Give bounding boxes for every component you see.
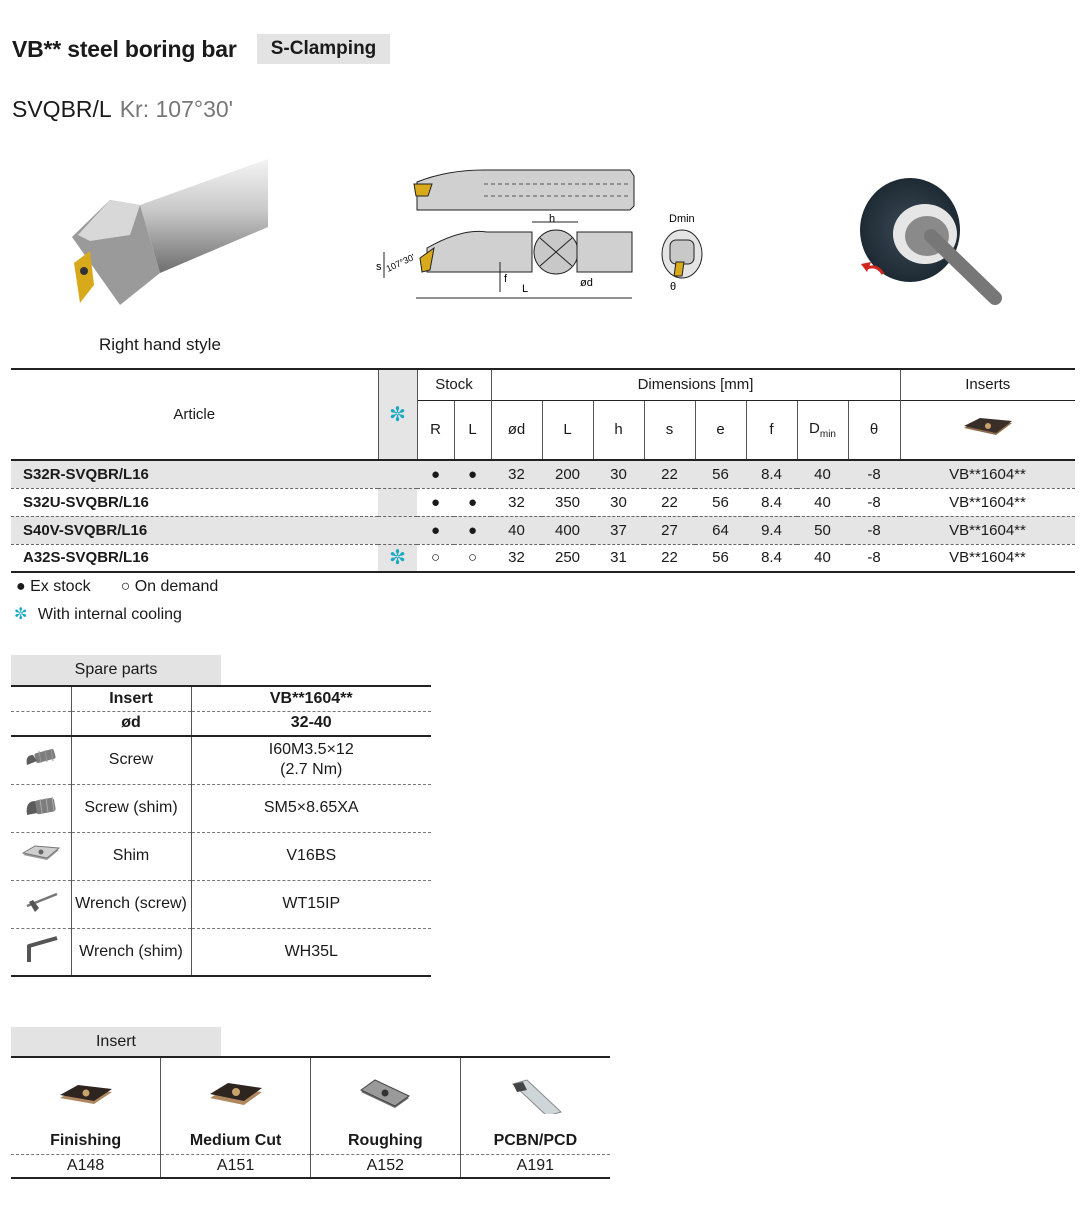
- page-ref: A191: [460, 1154, 610, 1178]
- od-value: 32: [491, 544, 542, 572]
- h-value: 37: [593, 516, 644, 544]
- theta-value: -8: [848, 544, 900, 572]
- label-h: h: [549, 213, 556, 225]
- label-angle: 107°30': [384, 251, 417, 274]
- stock-l: ●: [454, 460, 491, 488]
- e-value: 56: [695, 488, 746, 516]
- f-value: 8.4: [746, 488, 797, 516]
- screw-icon: [21, 743, 61, 773]
- h-value: 30: [593, 460, 644, 488]
- label-f: f: [504, 273, 508, 285]
- spare-header-row: [11, 686, 431, 711]
- article-code: A32S-SVQBR/L16: [11, 544, 378, 572]
- top-view: [414, 170, 634, 210]
- cooling-cell: [378, 516, 417, 544]
- h-value: 30: [593, 488, 644, 516]
- end-view: [662, 213, 702, 293]
- part-value: SM5×8.65XA: [191, 784, 431, 832]
- article-code: S32R-SVQBR/L16: [11, 460, 378, 488]
- theta-value: -8: [848, 516, 900, 544]
- col-od: ød: [491, 400, 542, 460]
- spare-part-row: [11, 784, 431, 832]
- part-name: Shim: [71, 832, 191, 880]
- cooling-icon: ✼: [389, 404, 406, 426]
- length-value: 200: [542, 460, 593, 488]
- legend-cooling: With internal cooling: [37, 606, 182, 623]
- e-value: 64: [695, 516, 746, 544]
- stock-r: ●: [417, 516, 454, 544]
- cooling-icon: ✼: [14, 606, 28, 623]
- insert-pcbn-pcd: PCBN/PCD: [460, 1057, 610, 1154]
- legend-ex-stock: ● Ex stock: [16, 578, 91, 595]
- od-value: 32-40: [191, 711, 431, 736]
- table-row: [11, 460, 1075, 488]
- label-theta: θ: [670, 281, 677, 293]
- part-value: V16BS: [191, 832, 431, 880]
- stock-l: ●: [454, 516, 491, 544]
- col-theta: θ: [848, 400, 900, 460]
- stock-l: ○: [454, 544, 491, 572]
- table-row: [11, 488, 1075, 516]
- insert-section-label: Insert: [11, 1027, 221, 1057]
- article-header: Article: [11, 369, 378, 460]
- spare-part-row: [11, 928, 431, 976]
- stock-l: ●: [454, 488, 491, 516]
- h-value: 31: [593, 544, 644, 572]
- application-photo: [855, 170, 1005, 305]
- roughing-insert-icon: [355, 1078, 415, 1114]
- insert-diamond-icon: [962, 417, 1014, 439]
- col-insert-image: [900, 400, 1075, 460]
- boring-bar-photo: [60, 155, 275, 315]
- legend-on-demand: ○ On demand: [120, 578, 219, 595]
- part-value: WH35L: [191, 928, 431, 976]
- stock-r: ●: [417, 460, 454, 488]
- spare-parts-label: Spare parts: [11, 655, 221, 685]
- od-value: 32: [491, 488, 542, 516]
- s-value: 22: [644, 460, 695, 488]
- article-rows: [11, 460, 1075, 572]
- e-value: 56: [695, 460, 746, 488]
- od-value: 40: [491, 516, 542, 544]
- s-value: 22: [644, 488, 695, 516]
- torx-wrench-icon: [19, 888, 63, 916]
- part-name: Screw: [71, 736, 191, 784]
- od-value: 32: [491, 460, 542, 488]
- cooling-cell: [378, 460, 417, 488]
- cooling-legend: [14, 604, 182, 624]
- col-s: s: [644, 400, 695, 460]
- insert-code: VB**1604**: [900, 488, 1075, 516]
- dmin-value: 40: [797, 488, 848, 516]
- medium-cut-insert-icon: [206, 1078, 266, 1114]
- article-code: S40V-SVQBR/L16: [11, 516, 378, 544]
- table-row: [11, 544, 1075, 572]
- dmin-value: 40: [797, 544, 848, 572]
- table-row: [11, 516, 1075, 544]
- dmin-value: 50: [797, 516, 848, 544]
- dimension-drawing: [372, 162, 712, 302]
- stock-header: Stock: [417, 369, 491, 400]
- col-h: h: [593, 400, 644, 460]
- insert-finishing: Finishing: [11, 1057, 161, 1154]
- length-value: 400: [542, 516, 593, 544]
- label-od: ød: [580, 277, 593, 289]
- dimensions-header: Dimensions [mm]: [491, 369, 900, 400]
- col-f: f: [746, 400, 797, 460]
- col-dmin: [797, 400, 848, 460]
- cooling-header: [378, 369, 417, 460]
- e-value: 56: [695, 544, 746, 572]
- cooling-icon: ✼: [389, 547, 406, 570]
- cooling-cell: [378, 544, 417, 572]
- insert-header: Insert: [71, 686, 191, 711]
- stock-r: ○: [417, 544, 454, 572]
- length-value: 350: [542, 488, 593, 516]
- part-value: I60M3.5×12 (2.7 Nm): [191, 736, 431, 784]
- part-name: Wrench (shim): [71, 928, 191, 976]
- spare-parts-table: [11, 685, 431, 977]
- right-hand-caption: Right hand style: [99, 335, 221, 354]
- label-dmin: Dmin: [669, 213, 695, 225]
- dmin-subscript: min: [819, 428, 836, 440]
- insert-page-row: [11, 1154, 610, 1178]
- label-l: L: [522, 283, 529, 295]
- length-value: 250: [542, 544, 593, 572]
- f-value: 8.4: [746, 544, 797, 572]
- article-code: S32U-SVQBR/L16: [11, 488, 378, 516]
- part-name: Wrench (screw): [71, 880, 191, 928]
- hex-wrench-icon: [19, 932, 63, 966]
- page-ref: A151: [161, 1154, 311, 1178]
- shim-icon: [19, 842, 63, 866]
- insert-value: VB**1604**: [191, 686, 431, 711]
- inserts-header: Inserts: [900, 369, 1075, 400]
- theta-value: -8: [848, 460, 900, 488]
- insert-code: VB**1604**: [900, 516, 1075, 544]
- pcbn-pcd-insert-icon: [505, 1078, 565, 1114]
- part-name: Screw (shim): [71, 784, 191, 832]
- s-value: 22: [644, 544, 695, 572]
- spare-part-row: [11, 736, 431, 784]
- side-view: [376, 213, 632, 298]
- model-subtitle: [12, 96, 233, 123]
- theta-value: -8: [848, 488, 900, 516]
- insert-medium-cut: Medium Cut: [161, 1057, 311, 1154]
- f-value: 8.4: [746, 460, 797, 488]
- f-value: 9.4: [746, 516, 797, 544]
- s-value: 27: [644, 516, 695, 544]
- col-e: e: [695, 400, 746, 460]
- insert-roughing: Roughing: [310, 1057, 460, 1154]
- stock-legend: [16, 578, 218, 596]
- shim-screw-icon: [21, 789, 61, 823]
- col-r: R: [417, 400, 454, 460]
- col-l: L: [454, 400, 491, 460]
- insert-code: VB**1604**: [900, 544, 1075, 572]
- dmin-value: 40: [797, 460, 848, 488]
- finishing-insert-icon: [56, 1078, 116, 1114]
- kr-angle: Kr: 107°30': [119, 96, 234, 122]
- model-code: SVQBR/L: [12, 96, 112, 122]
- part-value: WT15IP: [191, 880, 431, 928]
- col-length: L: [542, 400, 593, 460]
- page-ref: A148: [11, 1154, 161, 1178]
- insert-types-table: [11, 1056, 610, 1179]
- spare-header-row: [11, 711, 431, 736]
- cooling-cell: [378, 488, 417, 516]
- page-ref: A152: [310, 1154, 460, 1178]
- stock-r: ●: [417, 488, 454, 516]
- article-table: [11, 368, 1075, 573]
- spare-part-row: [11, 880, 431, 928]
- dmin-label: D: [809, 419, 820, 437]
- insert-code: VB**1604**: [900, 460, 1075, 488]
- insert-type-row: [11, 1057, 610, 1154]
- label-s: s: [376, 261, 382, 273]
- spare-part-row: [11, 832, 431, 880]
- page-title: VB** steel boring bar: [12, 36, 237, 62]
- clamping-badge: S-Clamping: [257, 34, 390, 64]
- od-header: ød: [71, 711, 191, 736]
